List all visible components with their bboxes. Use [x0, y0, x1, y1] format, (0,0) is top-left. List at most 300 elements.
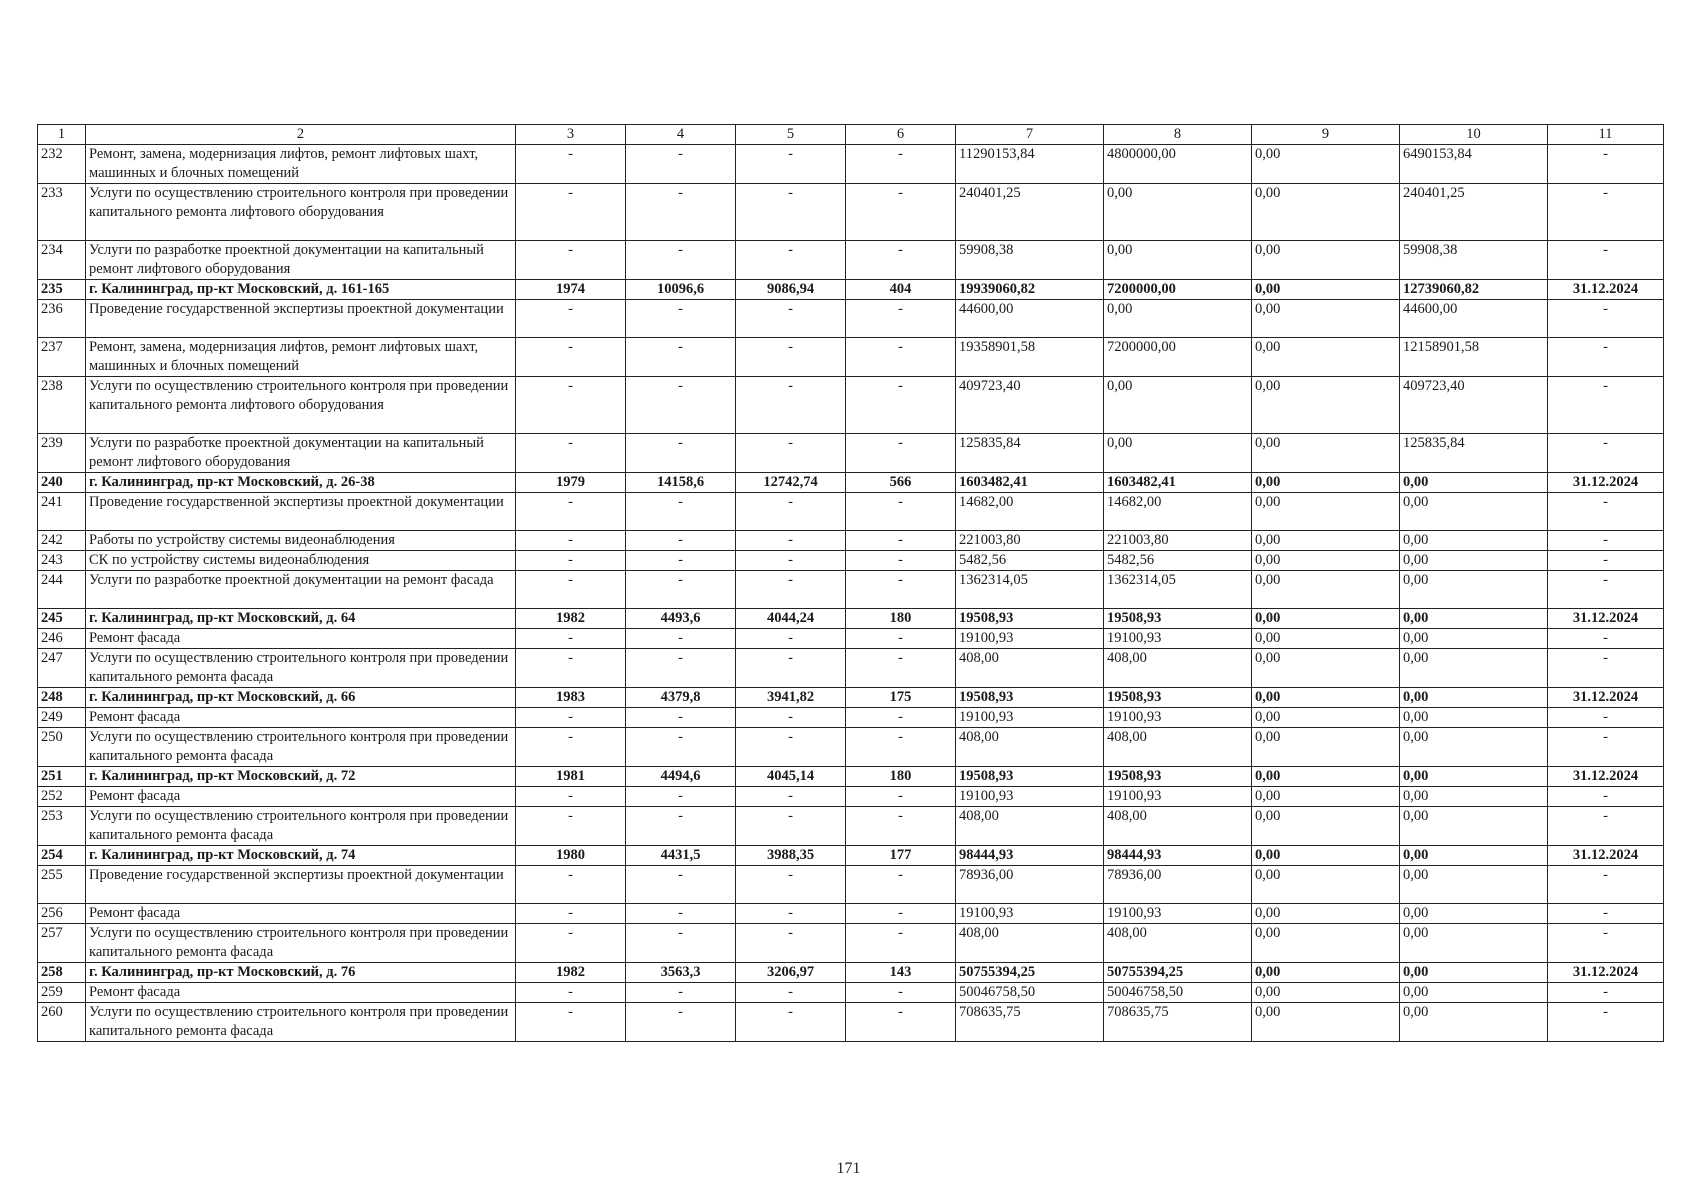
description-cell: г. Калининград, пр-кт Московский, д. 26-38	[86, 473, 516, 493]
budget-cost-cell: 0,00	[1252, 846, 1400, 866]
description-cell: Проведение государственной экспертизы проектной документации	[86, 300, 516, 338]
other-cost-cell: 240401,25	[1400, 184, 1548, 241]
header-cell: 7	[956, 125, 1104, 145]
budget-cost-cell: 0,00	[1252, 280, 1400, 300]
other-cost-cell: 0,00	[1400, 846, 1548, 866]
row-number-cell: 232	[38, 145, 86, 184]
work-item-row	[38, 241, 1664, 280]
residents-cell: 177	[846, 846, 956, 866]
budget-cost-cell: 0,00	[1252, 551, 1400, 571]
header-cell: 3	[516, 125, 626, 145]
residents-cell: 404	[846, 280, 956, 300]
residents-cell: -	[846, 866, 956, 904]
year-cell: -	[516, 866, 626, 904]
fund-cost-cell: 7200000,00	[1104, 280, 1252, 300]
residents-cell: -	[846, 531, 956, 551]
fund-cost-cell: 4800000,00	[1104, 145, 1252, 184]
residents-cell: -	[846, 983, 956, 1003]
page-number: 171	[836, 1160, 861, 1177]
row-number-cell: 257	[38, 924, 86, 963]
living-area-cell: -	[736, 434, 846, 473]
residents-cell: -	[846, 377, 956, 434]
other-cost-cell: 0,00	[1400, 866, 1548, 904]
description-cell: г. Калининград, пр-кт Московский, д. 76	[86, 963, 516, 983]
other-cost-cell: 0,00	[1400, 807, 1548, 846]
year-cell: -	[516, 241, 626, 280]
residents-cell: -	[846, 300, 956, 338]
fund-cost-cell: 78936,00	[1104, 866, 1252, 904]
total-area-cell: -	[626, 571, 736, 609]
header-cell: 5	[736, 125, 846, 145]
description-cell: г. Калининград, пр-кт Московский, д. 72	[86, 767, 516, 787]
total-cost-cell: 11290153,84	[956, 145, 1104, 184]
row-number-cell: 254	[38, 846, 86, 866]
total-area-cell: -	[626, 983, 736, 1003]
total-cost-cell: 50755394,25	[956, 963, 1104, 983]
fund-cost-cell: 408,00	[1104, 924, 1252, 963]
budget-cost-cell: 0,00	[1252, 434, 1400, 473]
row-number-cell: 234	[38, 241, 86, 280]
description-cell: Ремонт фасада	[86, 787, 516, 807]
total-area-cell: -	[626, 551, 736, 571]
fund-cost-cell: 19508,93	[1104, 688, 1252, 708]
fund-cost-cell: 50046758,50	[1104, 983, 1252, 1003]
total-area-cell: -	[626, 629, 736, 649]
row-number-cell: 240	[38, 473, 86, 493]
total-area-cell: 14158,6	[626, 473, 736, 493]
row-number-cell: 244	[38, 571, 86, 609]
fund-cost-cell: 221003,80	[1104, 531, 1252, 551]
fund-cost-cell: 1603482,41	[1104, 473, 1252, 493]
total-cost-cell: 98444,93	[956, 846, 1104, 866]
work-item-row	[38, 434, 1664, 473]
living-area-cell: 4044,24	[736, 609, 846, 629]
total-cost-cell: 19939060,82	[956, 280, 1104, 300]
budget-cost-cell: 0,00	[1252, 728, 1400, 767]
budget-cost-cell: 0,00	[1252, 531, 1400, 551]
year-cell: -	[516, 184, 626, 241]
other-cost-cell: 0,00	[1400, 629, 1548, 649]
row-number-cell: 252	[38, 787, 86, 807]
year-cell: -	[516, 1003, 626, 1042]
deadline-cell: 31.12.2024	[1548, 473, 1664, 493]
total-cost-cell: 125835,84	[956, 434, 1104, 473]
deadline-cell: -	[1548, 434, 1664, 473]
other-cost-cell: 0,00	[1400, 609, 1548, 629]
residents-cell: -	[846, 708, 956, 728]
budget-cost-cell: 0,00	[1252, 629, 1400, 649]
total-area-cell: -	[626, 493, 736, 531]
address-row	[38, 609, 1664, 629]
budget-cost-cell: 0,00	[1252, 963, 1400, 983]
total-area-cell: -	[626, 807, 736, 846]
deadline-cell: -	[1548, 708, 1664, 728]
living-area-cell: -	[736, 708, 846, 728]
other-cost-cell: 0,00	[1400, 551, 1548, 571]
year-cell: 1982	[516, 963, 626, 983]
description-cell: Услуги по осуществлению строительного контроля при проведении капитального ремонта фасада	[86, 1003, 516, 1042]
work-item-row	[38, 300, 1664, 338]
description-cell: Ремонт фасада	[86, 904, 516, 924]
deadline-cell: -	[1548, 983, 1664, 1003]
residents-cell: -	[846, 145, 956, 184]
residents-cell: -	[846, 1003, 956, 1042]
residents-cell: -	[846, 493, 956, 531]
budget-cost-cell: 0,00	[1252, 807, 1400, 846]
other-cost-cell: 0,00	[1400, 767, 1548, 787]
living-area-cell: -	[736, 728, 846, 767]
row-number-cell: 239	[38, 434, 86, 473]
row-number-cell: 248	[38, 688, 86, 708]
fund-cost-cell: 14682,00	[1104, 493, 1252, 531]
residents-cell: -	[846, 649, 956, 688]
other-cost-cell: 12158901,58	[1400, 338, 1548, 377]
description-cell: г. Калининград, пр-кт Московский, д. 66	[86, 688, 516, 708]
total-area-cell: 4494,6	[626, 767, 736, 787]
fund-cost-cell: 19100,93	[1104, 904, 1252, 924]
budget-cost-cell: 0,00	[1252, 145, 1400, 184]
header-cell: 11	[1548, 125, 1664, 145]
row-number-cell: 247	[38, 649, 86, 688]
work-item-row	[38, 866, 1664, 904]
fund-cost-cell: 0,00	[1104, 184, 1252, 241]
row-number-cell: 245	[38, 609, 86, 629]
other-cost-cell: 0,00	[1400, 983, 1548, 1003]
register-table	[37, 124, 1664, 1042]
work-item-row	[38, 493, 1664, 531]
total-area-cell: -	[626, 434, 736, 473]
other-cost-cell: 0,00	[1400, 531, 1548, 551]
deadline-cell: 31.12.2024	[1548, 280, 1664, 300]
fund-cost-cell: 0,00	[1104, 241, 1252, 280]
total-area-cell: -	[626, 241, 736, 280]
year-cell: -	[516, 531, 626, 551]
description-cell: Услуги по разработке проектной документации на капитальный ремонт лифтового оборудования	[86, 241, 516, 280]
deadline-cell: -	[1548, 338, 1664, 377]
total-area-cell: 4379,8	[626, 688, 736, 708]
fund-cost-cell: 5482,56	[1104, 551, 1252, 571]
row-number-cell: 250	[38, 728, 86, 767]
row-number-cell: 260	[38, 1003, 86, 1042]
total-cost-cell: 19508,93	[956, 767, 1104, 787]
residents-cell: 143	[846, 963, 956, 983]
living-area-cell: -	[736, 145, 846, 184]
deadline-cell: -	[1548, 904, 1664, 924]
row-number-cell: 242	[38, 531, 86, 551]
year-cell: 1982	[516, 609, 626, 629]
row-number-cell: 253	[38, 807, 86, 846]
description-cell: Работы по устройству системы видеонаблюдения	[86, 531, 516, 551]
year-cell: -	[516, 145, 626, 184]
living-area-cell: -	[736, 807, 846, 846]
living-area-cell: -	[736, 551, 846, 571]
living-area-cell: -	[736, 184, 846, 241]
total-cost-cell: 408,00	[956, 807, 1104, 846]
total-cost-cell: 408,00	[956, 728, 1104, 767]
year-cell: -	[516, 377, 626, 434]
residents-cell: -	[846, 629, 956, 649]
total-area-cell: -	[626, 531, 736, 551]
deadline-cell: -	[1548, 728, 1664, 767]
deadline-cell: 31.12.2024	[1548, 688, 1664, 708]
other-cost-cell: 6490153,84	[1400, 145, 1548, 184]
total-area-cell: -	[626, 708, 736, 728]
total-area-cell: -	[626, 904, 736, 924]
work-item-row	[38, 338, 1664, 377]
row-number-cell: 236	[38, 300, 86, 338]
deadline-cell: 31.12.2024	[1548, 963, 1664, 983]
total-area-cell: -	[626, 338, 736, 377]
address-row	[38, 473, 1664, 493]
other-cost-cell: 12739060,82	[1400, 280, 1548, 300]
work-item-row	[38, 377, 1664, 434]
total-cost-cell: 78936,00	[956, 866, 1104, 904]
deadline-cell: -	[1548, 571, 1664, 609]
budget-cost-cell: 0,00	[1252, 708, 1400, 728]
total-cost-cell: 1362314,05	[956, 571, 1104, 609]
description-cell: Услуги по осуществлению строительного контроля при проведении капитального ремонта фасада	[86, 807, 516, 846]
other-cost-cell: 0,00	[1400, 924, 1548, 963]
header-cell: 8	[1104, 125, 1252, 145]
total-cost-cell: 44600,00	[956, 300, 1104, 338]
deadline-cell: -	[1548, 241, 1664, 280]
address-row	[38, 846, 1664, 866]
deadline-cell: 31.12.2024	[1548, 767, 1664, 787]
year-cell: -	[516, 649, 626, 688]
residents-cell: 175	[846, 688, 956, 708]
living-area-cell: -	[736, 493, 846, 531]
fund-cost-cell: 0,00	[1104, 300, 1252, 338]
description-cell: г. Калининград, пр-кт Московский, д. 74	[86, 846, 516, 866]
fund-cost-cell: 19508,93	[1104, 609, 1252, 629]
year-cell: 1983	[516, 688, 626, 708]
work-item-row	[38, 708, 1664, 728]
description-cell: Проведение государственной экспертизы проектной документации	[86, 493, 516, 531]
description-cell: Услуги по осуществлению строительного контроля при проведении капитального ремонта фасада	[86, 924, 516, 963]
total-area-cell: -	[626, 145, 736, 184]
total-cost-cell: 240401,25	[956, 184, 1104, 241]
other-cost-cell: 0,00	[1400, 728, 1548, 767]
total-area-cell: 3563,3	[626, 963, 736, 983]
residents-cell: -	[846, 571, 956, 609]
residents-cell: -	[846, 551, 956, 571]
total-area-cell: 4431,5	[626, 846, 736, 866]
description-cell: Услуги по осуществлению строительного контроля при проведении капитального ремонта фасада	[86, 728, 516, 767]
residents-cell: -	[846, 807, 956, 846]
fund-cost-cell: 19100,93	[1104, 708, 1252, 728]
total-cost-cell: 1603482,41	[956, 473, 1104, 493]
budget-cost-cell: 0,00	[1252, 787, 1400, 807]
budget-cost-cell: 0,00	[1252, 473, 1400, 493]
description-cell: Ремонт фасада	[86, 708, 516, 728]
work-item-row	[38, 728, 1664, 767]
deadline-cell: -	[1548, 531, 1664, 551]
row-number-cell: 243	[38, 551, 86, 571]
work-item-row	[38, 787, 1664, 807]
budget-cost-cell: 0,00	[1252, 609, 1400, 629]
deadline-cell: -	[1548, 866, 1664, 904]
living-area-cell: -	[736, 377, 846, 434]
work-item-row	[38, 649, 1664, 688]
total-cost-cell: 19100,93	[956, 787, 1104, 807]
work-item-row	[38, 983, 1664, 1003]
deadline-cell: -	[1548, 377, 1664, 434]
other-cost-cell: 0,00	[1400, 904, 1548, 924]
year-cell: -	[516, 571, 626, 609]
row-number-cell: 255	[38, 866, 86, 904]
row-number-cell: 235	[38, 280, 86, 300]
total-cost-cell: 408,00	[956, 649, 1104, 688]
work-item-row	[38, 904, 1664, 924]
budget-cost-cell: 0,00	[1252, 493, 1400, 531]
row-number-cell: 258	[38, 963, 86, 983]
total-cost-cell: 14682,00	[956, 493, 1104, 531]
residents-cell: -	[846, 241, 956, 280]
header-cell: 4	[626, 125, 736, 145]
total-area-cell: -	[626, 649, 736, 688]
other-cost-cell: 0,00	[1400, 571, 1548, 609]
year-cell: -	[516, 300, 626, 338]
living-area-cell: 3988,35	[736, 846, 846, 866]
fund-cost-cell: 408,00	[1104, 728, 1252, 767]
budget-cost-cell: 0,00	[1252, 924, 1400, 963]
total-area-cell: -	[626, 184, 736, 241]
total-area-cell: -	[626, 866, 736, 904]
living-area-cell: 9086,94	[736, 280, 846, 300]
row-number-cell: 256	[38, 904, 86, 924]
living-area-cell: 3206,97	[736, 963, 846, 983]
budget-cost-cell: 0,00	[1252, 338, 1400, 377]
total-area-cell: -	[626, 924, 736, 963]
work-item-row	[38, 1003, 1664, 1042]
total-area-cell: -	[626, 377, 736, 434]
other-cost-cell: 0,00	[1400, 708, 1548, 728]
description-cell: Услуги по осуществлению строительного контроля при проведении капитального ремонта лифтового оборудования	[86, 184, 516, 241]
year-cell: -	[516, 338, 626, 377]
description-cell: Ремонт, замена, модернизация лифтов, ремонт лифтовых шахт, машинных и блочных помещений	[86, 338, 516, 377]
living-area-cell: -	[736, 866, 846, 904]
header-cell: 2	[86, 125, 516, 145]
fund-cost-cell: 98444,93	[1104, 846, 1252, 866]
work-item-row	[38, 551, 1664, 571]
living-area-cell: -	[736, 904, 846, 924]
residents-cell: -	[846, 787, 956, 807]
living-area-cell: -	[736, 338, 846, 377]
total-cost-cell: 19100,93	[956, 904, 1104, 924]
description-cell: СК по устройству системы видеонаблюдения	[86, 551, 516, 571]
deadline-cell: -	[1548, 629, 1664, 649]
description-cell: Услуги по разработке проектной документации на ремонт фасада	[86, 571, 516, 609]
living-area-cell: -	[736, 571, 846, 609]
description-cell: г. Калининград, пр-кт Московский, д. 161-165	[86, 280, 516, 300]
year-cell: 1981	[516, 767, 626, 787]
total-cost-cell: 19508,93	[956, 688, 1104, 708]
deadline-cell: -	[1548, 924, 1664, 963]
year-cell: -	[516, 924, 626, 963]
total-cost-cell: 19100,93	[956, 708, 1104, 728]
living-area-cell: -	[736, 924, 846, 963]
residents-cell: -	[846, 434, 956, 473]
budget-cost-cell: 0,00	[1252, 649, 1400, 688]
description-cell: Проведение государственной экспертизы проектной документации	[86, 866, 516, 904]
total-cost-cell: 59908,38	[956, 241, 1104, 280]
total-cost-cell: 409723,40	[956, 377, 1104, 434]
work-item-row	[38, 629, 1664, 649]
total-area-cell: 10096,6	[626, 280, 736, 300]
total-area-cell: -	[626, 728, 736, 767]
work-item-row	[38, 807, 1664, 846]
other-cost-cell: 0,00	[1400, 649, 1548, 688]
living-area-cell: -	[736, 1003, 846, 1042]
description-cell: Ремонт фасада	[86, 629, 516, 649]
budget-cost-cell: 0,00	[1252, 866, 1400, 904]
budget-cost-cell: 0,00	[1252, 904, 1400, 924]
living-area-cell: -	[736, 531, 846, 551]
header-cell: 1	[38, 125, 86, 145]
work-item-row	[38, 145, 1664, 184]
living-area-cell: -	[736, 787, 846, 807]
fund-cost-cell: 0,00	[1104, 377, 1252, 434]
other-cost-cell: 0,00	[1400, 688, 1548, 708]
deadline-cell: -	[1548, 493, 1664, 531]
other-cost-cell: 44600,00	[1400, 300, 1548, 338]
fund-cost-cell: 408,00	[1104, 649, 1252, 688]
total-cost-cell: 408,00	[956, 924, 1104, 963]
total-area-cell: 4493,6	[626, 609, 736, 629]
living-area-cell: 3941,82	[736, 688, 846, 708]
fund-cost-cell: 50755394,25	[1104, 963, 1252, 983]
total-cost-cell: 5482,56	[956, 551, 1104, 571]
fund-cost-cell: 0,00	[1104, 434, 1252, 473]
other-cost-cell: 0,00	[1400, 1003, 1548, 1042]
total-area-cell: -	[626, 1003, 736, 1042]
header-cell: 6	[846, 125, 956, 145]
residents-cell: -	[846, 904, 956, 924]
total-cost-cell: 50046758,50	[956, 983, 1104, 1003]
other-cost-cell: 0,00	[1400, 473, 1548, 493]
year-cell: -	[516, 708, 626, 728]
address-row	[38, 963, 1664, 983]
deadline-cell: -	[1548, 300, 1664, 338]
living-area-cell: 4045,14	[736, 767, 846, 787]
work-item-row	[38, 924, 1664, 963]
fund-cost-cell: 19100,93	[1104, 629, 1252, 649]
year-cell: -	[516, 728, 626, 767]
header-cell: 10	[1400, 125, 1548, 145]
description-cell: Услуги по разработке проектной документации на капитальный ремонт лифтового оборудования	[86, 434, 516, 473]
total-area-cell: -	[626, 787, 736, 807]
deadline-cell: -	[1548, 787, 1664, 807]
year-cell: -	[516, 551, 626, 571]
year-cell: -	[516, 629, 626, 649]
total-cost-cell: 221003,80	[956, 531, 1104, 551]
living-area-cell: -	[736, 300, 846, 338]
work-item-row	[38, 571, 1664, 609]
year-cell: 1980	[516, 846, 626, 866]
row-number-cell: 233	[38, 184, 86, 241]
year-cell: 1979	[516, 473, 626, 493]
budget-cost-cell: 0,00	[1252, 300, 1400, 338]
budget-cost-cell: 0,00	[1252, 983, 1400, 1003]
year-cell: -	[516, 807, 626, 846]
fund-cost-cell: 7200000,00	[1104, 338, 1252, 377]
address-row	[38, 767, 1664, 787]
residents-cell: -	[846, 184, 956, 241]
year-cell: -	[516, 983, 626, 1003]
total-cost-cell: 19358901,58	[956, 338, 1104, 377]
deadline-cell: -	[1548, 807, 1664, 846]
header-cell: 9	[1252, 125, 1400, 145]
